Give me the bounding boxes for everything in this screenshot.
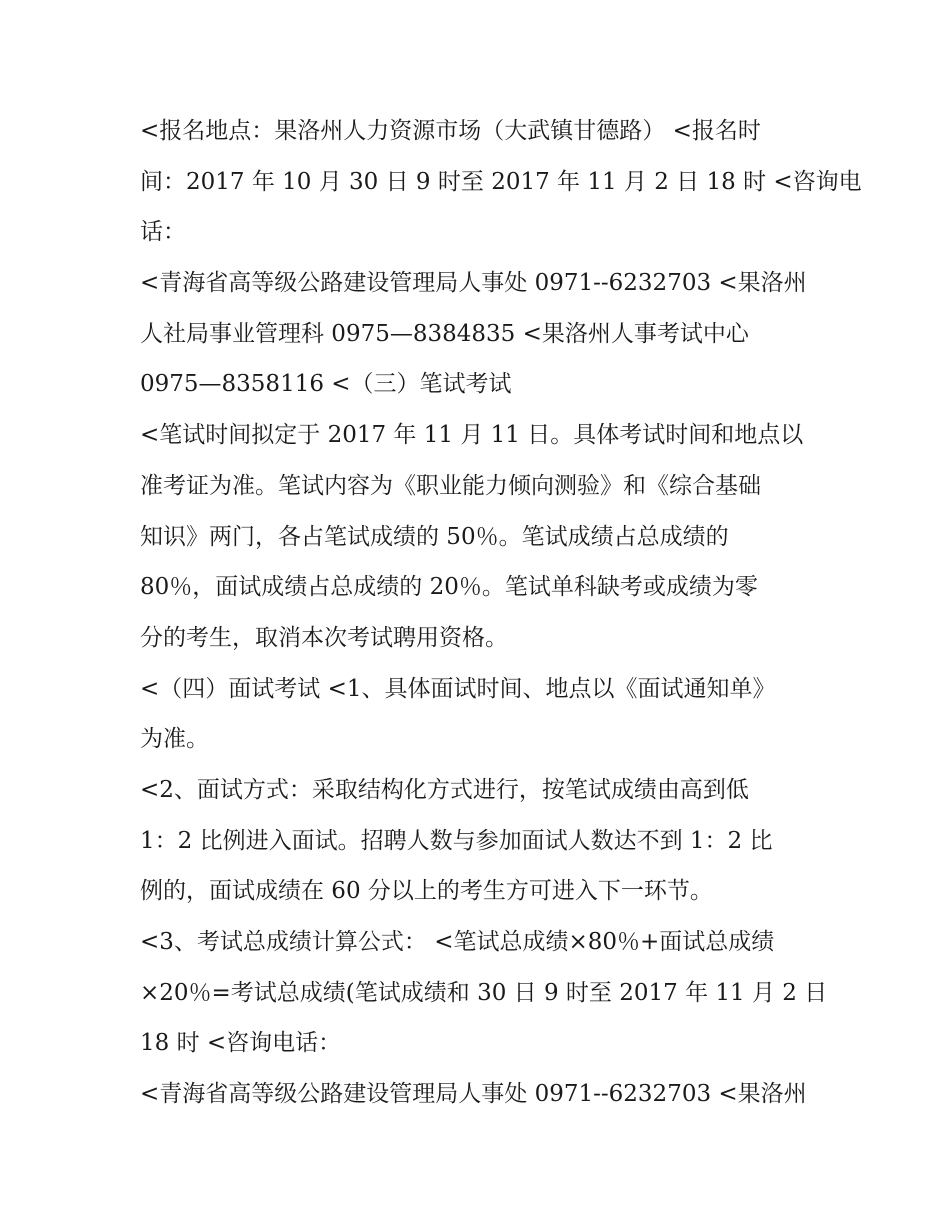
text-line: 0975—8358116 <（三）笔试考试 xyxy=(140,371,512,398)
text-line: ×20％=考试总成绩(笔试成绩和 30 日 9 时至 2017 年 11 月 2 日 xyxy=(140,979,828,1006)
text-line: <3、考试总成绩计算公式： <笔试总成绩×80％+面试总成绩 xyxy=(140,929,775,955)
text-line: <（四）面试考试 <1、具体面试时间、地点以《面试通知单》 xyxy=(140,675,776,702)
text-line: 18 时 <咨询电话： xyxy=(140,1030,342,1057)
text-line: <报名地点：果洛州人力资源市场（大武镇甘德路） <报名时 xyxy=(140,118,761,144)
text-line: 准考证为准。笔试内容为《职业能力倾向测验》和《综合基础 xyxy=(140,472,761,499)
text-line: 分的考生，取消本次考试聘用资格。 xyxy=(140,624,508,651)
document-body xyxy=(140,106,862,1120)
text-line: 1：2 比例进入面试。招聘人数与参加面试人数达不到 1：2 比 xyxy=(140,827,773,854)
text-line: 为准。 xyxy=(140,726,209,753)
text-line: 话： xyxy=(140,219,186,246)
text-line: 人社局事业管理科 0975—8384835 <果洛州人事考试中心 xyxy=(140,320,749,347)
text-line: 知识》两门，各占笔试成绩的 50％。笔试成绩占总成绩的 xyxy=(140,523,729,550)
text-line: 例的，面试成绩在 60 分以上的考生方可进入下一环节。 xyxy=(140,878,713,905)
text-line: 间：2017 年 10 月 30 日 9 时至 2017 年 11 月 2 日 18 时 <咨询电 xyxy=(140,168,862,195)
text-line: <青海省高等级公路建设管理局人事处 0971--6232703 <果洛州 xyxy=(140,270,807,297)
text-line: <青海省高等级公路建设管理局人事处 0971--6232703 <果洛州 xyxy=(140,1081,807,1108)
text-line: <笔试时间拟定于 2017 年 11 月 11 日。具体考试时间和地点以 xyxy=(140,422,804,449)
text-line: <2、面试方式：采取结构化方式进行，按笔试成绩由高到低 xyxy=(140,776,749,803)
text-line: 80％，面试成绩占总成绩的 20％。笔试单科缺考或成绩为零 xyxy=(140,574,758,601)
